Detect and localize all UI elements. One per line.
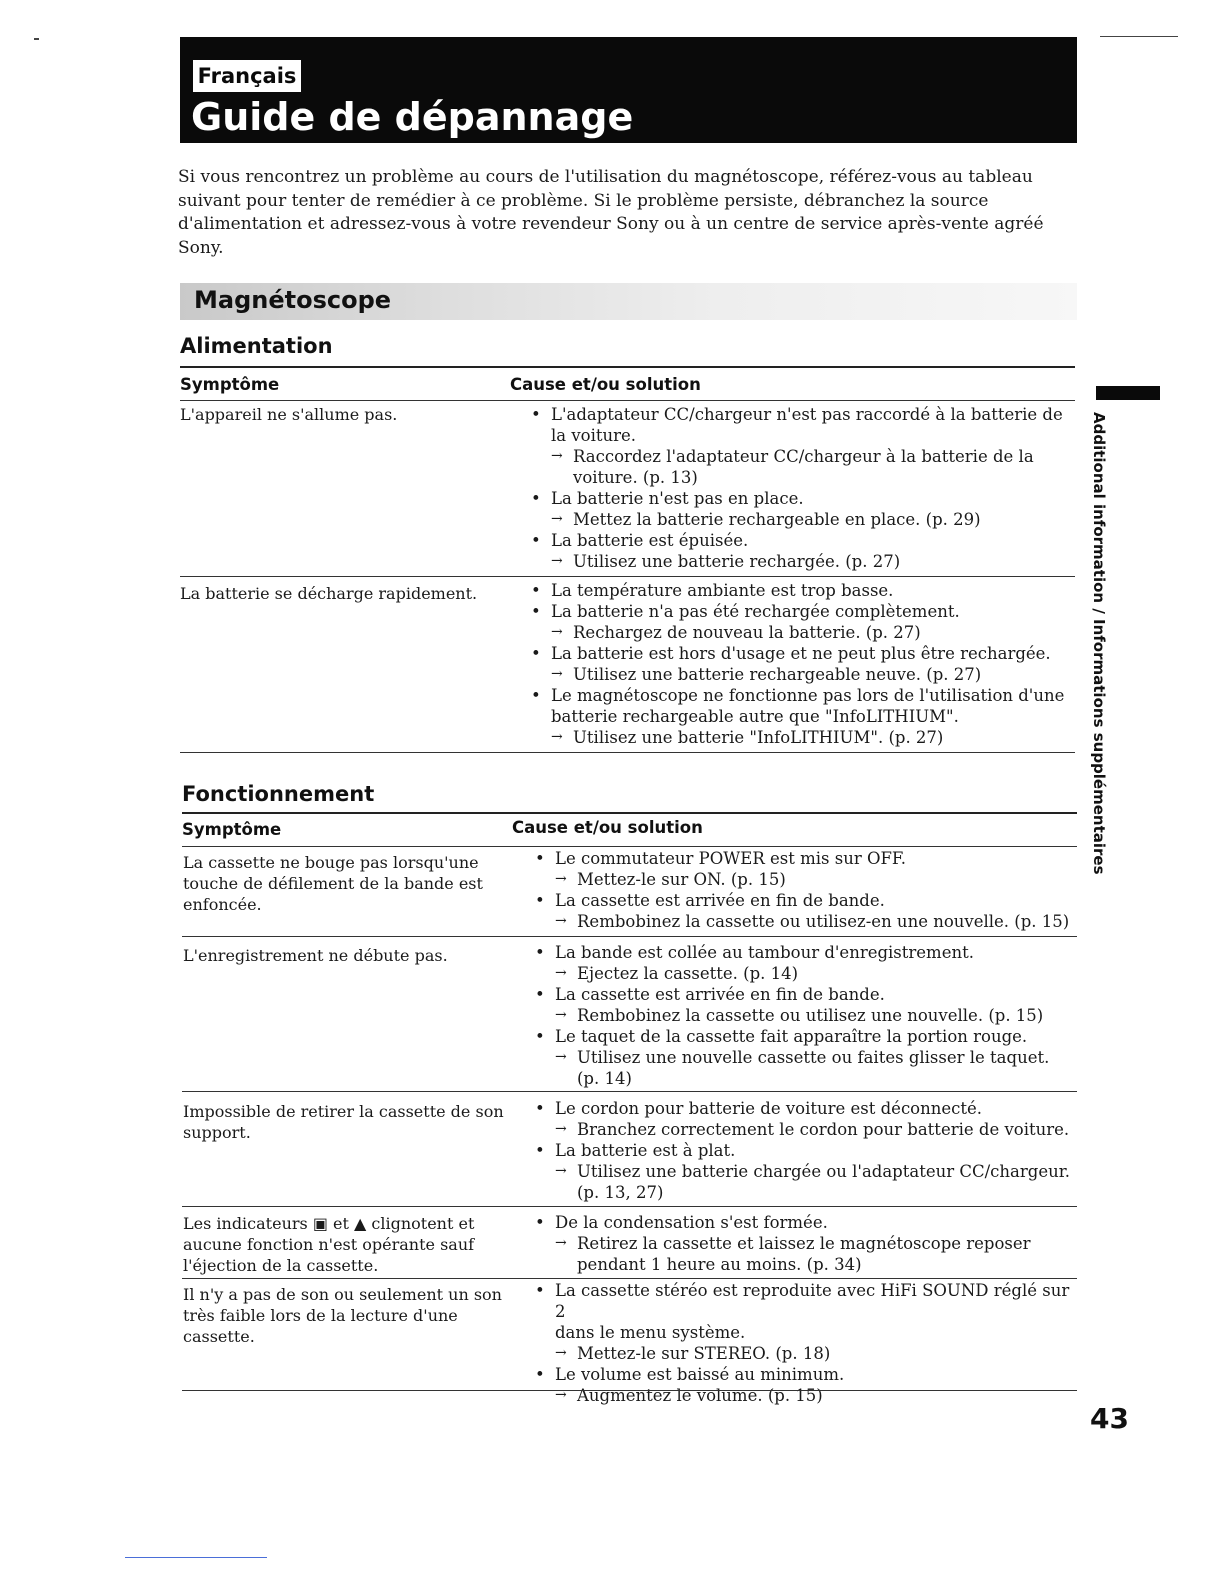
cause-list bbox=[531, 580, 1076, 748]
solution-item: → Ejectez la cassette. (p. 14) bbox=[535, 963, 1080, 984]
solution-item: → Rembobinez la cassette ou utilisez-en une nouvelle. (p. 15) bbox=[535, 911, 1080, 932]
column-header-cause: Cause et/ou solution bbox=[512, 818, 703, 837]
symptom-text: Il n'y a pas de son ou seulement un son très faible lors de la lecture d'une cassette. bbox=[183, 1285, 502, 1346]
language-label: Français bbox=[197, 64, 297, 88]
solution-item: → Rembobinez la cassette ou utilisez une nouvelle. (p. 15) bbox=[535, 1005, 1080, 1026]
section-rule bbox=[180, 366, 1075, 368]
symptom-text: La batterie se décharge rapidement. bbox=[180, 584, 478, 603]
side-tab-marker bbox=[1096, 386, 1160, 400]
side-label-text: Additional information / Informations supplémentaires bbox=[1090, 412, 1108, 875]
cause-item: • Le magnétoscope ne fonctionne pas lors de l'utilisation d'une bbox=[531, 685, 1076, 706]
cause-item: • La cassette stéréo est reproduite avec HiFi SOUND réglé sur 2 bbox=[535, 1280, 1080, 1322]
solution-item: → Mettez-le sur STEREO. (p. 18) bbox=[535, 1343, 1080, 1364]
solution-item: → Utilisez une batterie chargée ou l'adaptateur CC/chargeur. bbox=[535, 1161, 1080, 1182]
solution-item: → Rechargez de nouveau la batterie. (p. 27) bbox=[531, 622, 1076, 643]
row-rule bbox=[182, 936, 1077, 937]
solution-item: → Utilisez une batterie "InfoLITHIUM". (p. 27) bbox=[531, 727, 1076, 748]
cause-item: • La bande est collée au tambour d'enregistrement. bbox=[535, 942, 1080, 963]
column-header-cause: Cause et/ou solution bbox=[510, 375, 701, 394]
cause-item: • La batterie est hors d'usage et ne peut plus être rechargée. bbox=[531, 643, 1076, 664]
solution-item: → Augmentez le volume. (p. 15) bbox=[535, 1385, 1080, 1406]
continuation-line: batterie rechargeable autre que "InfoLITHIUM". bbox=[551, 707, 959, 726]
column-header-symptom: Symptôme bbox=[182, 820, 282, 839]
solution-item: → Utilisez une nouvelle cassette ou faites glisser le taquet. bbox=[535, 1047, 1080, 1068]
symptom-text: La cassette ne bouge pas lorsqu'une touche de défilement de la bande est enfoncée. bbox=[183, 853, 483, 914]
cause-item: • Le commutateur POWER est mis sur OFF. bbox=[535, 848, 1080, 869]
continuation-line: (p. 13, 27) bbox=[577, 1183, 664, 1202]
solution-item: → Retirez la cassette et laissez le magnétoscope reposer bbox=[535, 1233, 1080, 1254]
cause-item: • La cassette est arrivée en fin de bande. bbox=[535, 984, 1080, 1005]
row-rule bbox=[180, 752, 1075, 753]
header-rule bbox=[180, 400, 1075, 401]
continuation-line: dans le menu système. bbox=[555, 1323, 746, 1342]
section-title-fonctionnement: Fonctionnement bbox=[182, 782, 375, 806]
intro-paragraph: Si vous rencontrez un problème au cours de l'utilisation du magnétoscope, référez-vous au tableau suivant pour tenter de remédier à ce problème. Si le problème persiste, débranchez la source d'alimentation et adressez-vous à votre revendeur Sony ou à un centre de service après-vente agréé Sony. bbox=[178, 167, 1044, 258]
cause-item: • La cassette est arrivée en fin de bande. bbox=[535, 890, 1080, 911]
cause-item: • L'adaptateur CC/chargeur n'est pas raccordé à la batterie de bbox=[531, 404, 1076, 425]
symptom-text: Les indicateurs ▣ et ▲ clignotent et aucune fonction n'est opérante sauf l'éjection de la cassette. bbox=[183, 1214, 475, 1275]
section-rule bbox=[182, 812, 1077, 814]
cause-list bbox=[535, 1212, 1080, 1275]
language-badge bbox=[193, 60, 301, 92]
cause-list bbox=[535, 1280, 1080, 1406]
row-rule bbox=[182, 1206, 1077, 1207]
row-rule bbox=[182, 1091, 1077, 1092]
continuation-line: (p. 14) bbox=[577, 1069, 632, 1088]
band-title: Magnétoscope bbox=[194, 286, 392, 314]
continuation-line: la voiture. bbox=[551, 426, 637, 445]
solution-item: → Branchez correctement le cordon pour batterie de voiture. bbox=[535, 1119, 1080, 1140]
cause-item: • Le volume est baissé au minimum. bbox=[535, 1364, 1080, 1385]
symptom-text: L'enregistrement ne débute pas. bbox=[183, 946, 448, 965]
cause-list bbox=[535, 1098, 1080, 1203]
cause-item: • Le taquet de la cassette fait apparaître la portion rouge. bbox=[535, 1026, 1080, 1047]
cause-list bbox=[531, 404, 1076, 572]
section-band bbox=[180, 283, 1077, 320]
cause-item: • De la condensation s'est formée. bbox=[535, 1212, 1080, 1233]
cause-list bbox=[535, 848, 1080, 932]
page-header bbox=[180, 37, 1077, 143]
row-rule bbox=[182, 1390, 1077, 1391]
cause-item: • La batterie est à plat. bbox=[535, 1140, 1080, 1161]
cause-item: • La batterie n'est pas en place. bbox=[531, 488, 1076, 509]
section-title-alimentation: Alimentation bbox=[180, 334, 333, 358]
cause-item: • La batterie n'a pas été rechargée complètement. bbox=[531, 601, 1076, 622]
scan-mark bbox=[34, 38, 39, 40]
cause-item: • La batterie est épuisée. bbox=[531, 530, 1076, 551]
row-rule bbox=[182, 1278, 1077, 1279]
page-title: Guide de dépannage bbox=[191, 95, 634, 139]
symptom-text: L'appareil ne s'allume pas. bbox=[180, 405, 398, 424]
bottom-link-rule bbox=[125, 1557, 267, 1558]
continuation-line: voiture. (p. 13) bbox=[573, 468, 698, 487]
cause-item: • Le cordon pour batterie de voiture est déconnecté. bbox=[535, 1098, 1080, 1119]
row-rule bbox=[180, 576, 1075, 577]
column-header-symptom: Symptôme bbox=[180, 375, 280, 394]
top-right-rule bbox=[1100, 36, 1178, 37]
solution-item: → Mettez-le sur ON. (p. 15) bbox=[535, 869, 1080, 890]
solution-item: → Utilisez une batterie rechargeable neuve. (p. 27) bbox=[531, 664, 1076, 685]
cause-item: • La température ambiante est trop basse. bbox=[531, 580, 1076, 601]
continuation-line: pendant 1 heure au moins. (p. 34) bbox=[577, 1255, 862, 1274]
side-label bbox=[1088, 412, 1108, 875]
solution-item: → Raccordez l'adaptateur CC/chargeur à la batterie de la bbox=[531, 446, 1076, 467]
solution-item: → Mettez la batterie rechargeable en place. (p. 29) bbox=[531, 509, 1076, 530]
solution-item: → Utilisez une batterie rechargée. (p. 27) bbox=[531, 551, 1076, 572]
header-rule bbox=[182, 846, 1077, 847]
page-number: 43 bbox=[1090, 1402, 1129, 1435]
cause-list bbox=[535, 942, 1080, 1089]
symptom-text: Impossible de retirer la cassette de son support. bbox=[183, 1102, 504, 1142]
